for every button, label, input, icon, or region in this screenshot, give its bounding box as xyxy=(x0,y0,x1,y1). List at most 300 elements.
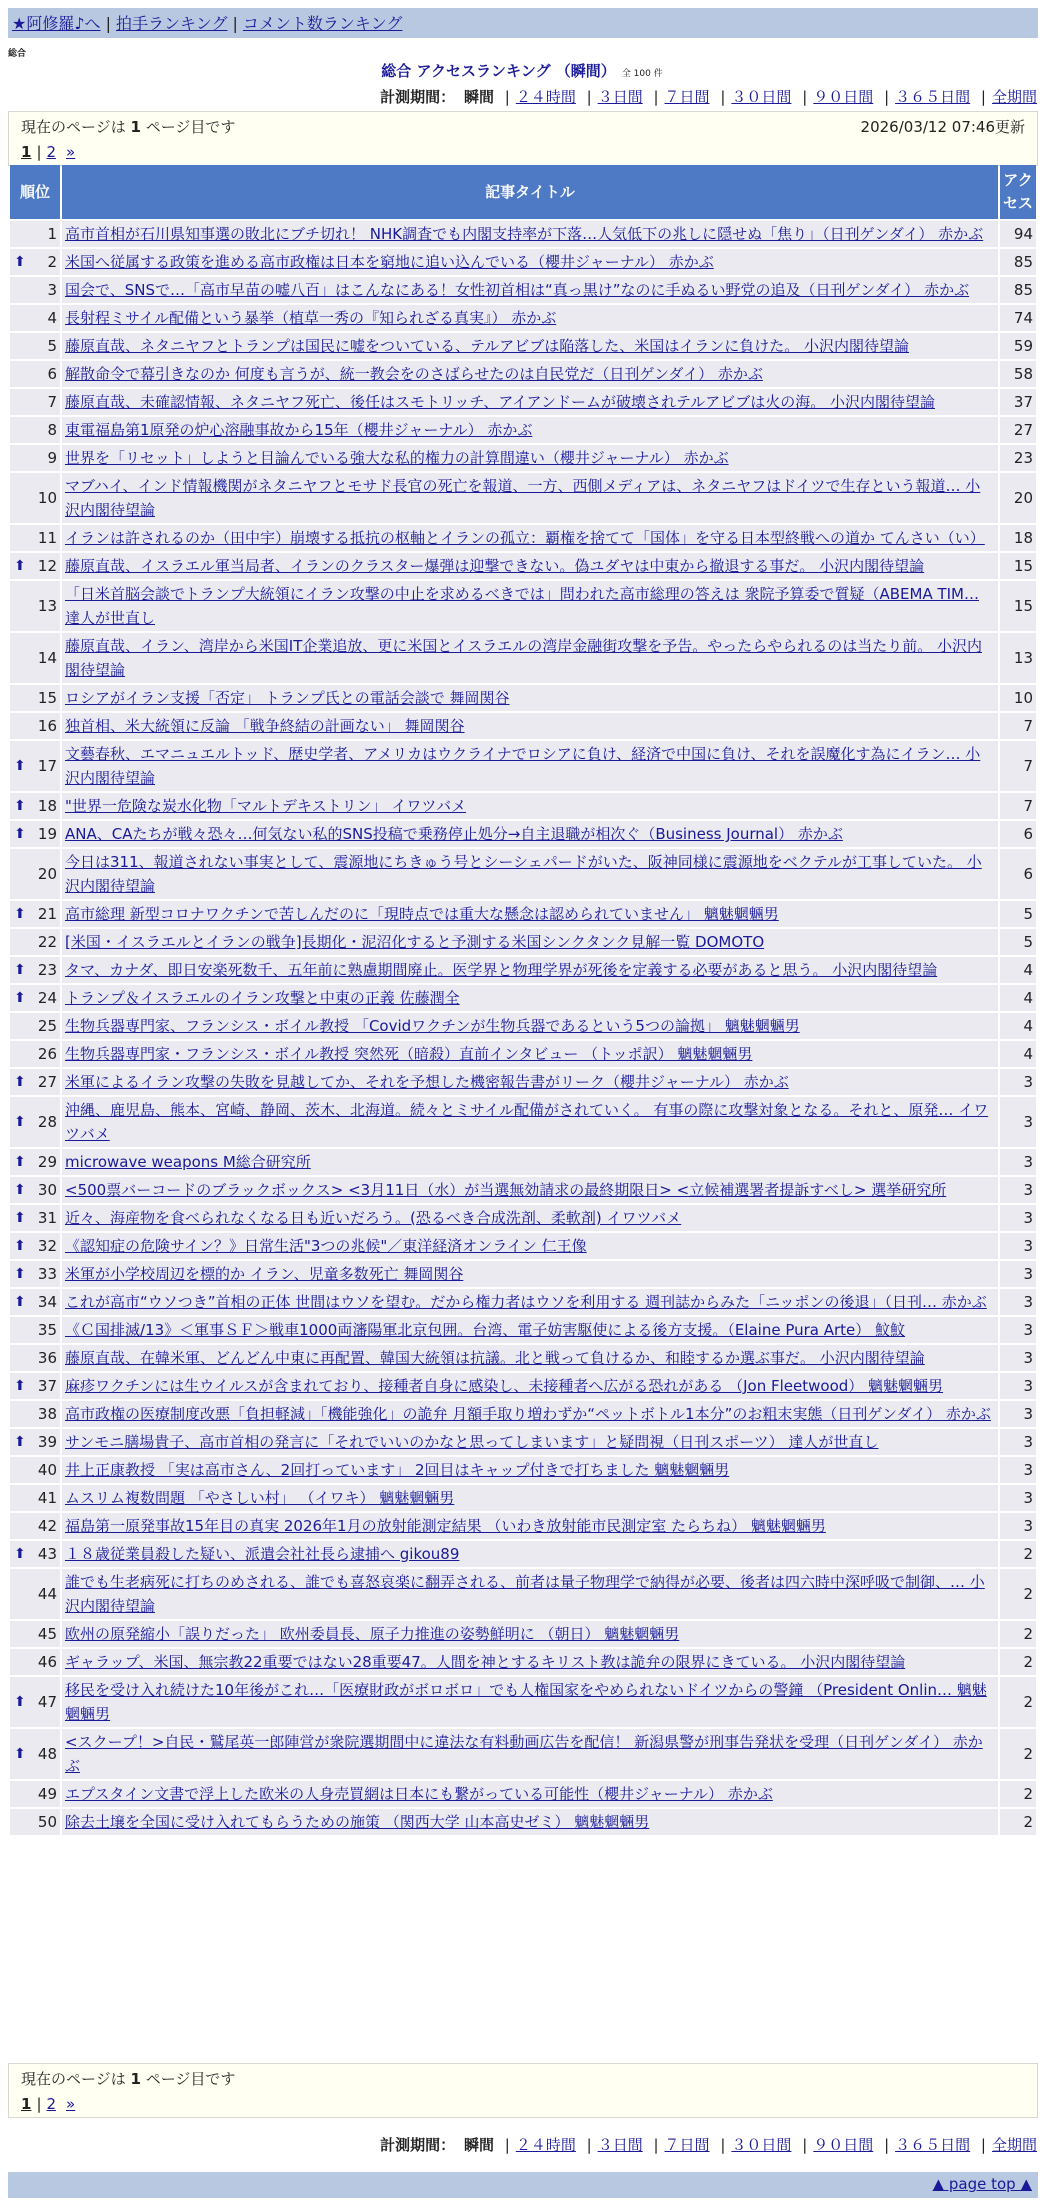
period-link-7d[interactable]: ７日間 xyxy=(664,2136,710,2154)
up-arrow-icon: ⬆ xyxy=(14,1694,26,1710)
article-link[interactable]: 近々、海産物を食べられなくなる日も近いだろう。(恐るべき合成洗剤、柔軟剤) イワツバメ xyxy=(65,1209,682,1227)
article-link[interactable]: 藤原直哉、イラン、湾岸から米国IT企業追放、更に米国とイスラエルの湾岸金融街攻撃を予告。やったらやられるのは当たり前。 小沢内閣待望論 xyxy=(65,637,983,679)
rank-number: 4 xyxy=(47,309,57,327)
rank-cell xyxy=(10,1401,60,1427)
rank-number: 25 xyxy=(37,1017,57,1035)
title-cell xyxy=(62,741,998,791)
table-row xyxy=(10,1205,1036,1231)
article-link[interactable]: 藤原直哉、未確認情報、ネタニヤフ死亡、後任はスモトリッチ、アイアンドームが破壊されテルアビブは火の海。 小沢内閣待望論 xyxy=(65,393,935,411)
rank-number: 47 xyxy=(37,1693,57,1711)
article-link[interactable]: 米軍によるイラン攻撃の失敗を見越してか、それを予想した機密報告書がリーク（櫻井ジャーナル） 赤かぶ xyxy=(65,1073,789,1091)
comment-ranking-link[interactable]: コメント数ランキング xyxy=(242,14,403,33)
period-link-3d[interactable]: ３日間 xyxy=(597,88,643,106)
rank-cell xyxy=(10,221,60,247)
period-link-24h[interactable]: ２４時間 xyxy=(515,88,576,106)
rank-number: 33 xyxy=(37,1265,57,1283)
rank-number: 50 xyxy=(37,1813,57,1831)
period-nav-top: 計測期間： 瞬間 | ２４時間 | ３日間 | ７日間 | ３０日間 | ９０日間 | ３６５日間 | 全期間 xyxy=(380,88,1037,106)
table-row xyxy=(10,581,1036,631)
total-count: 全 100 件 xyxy=(621,69,663,79)
col-title-header: 記事タイトル xyxy=(62,165,998,219)
period-link-90d[interactable]: ９０日間 xyxy=(813,2136,874,2154)
title-cell xyxy=(62,249,998,275)
table-row xyxy=(10,793,1036,819)
access-count: 18 xyxy=(1000,525,1036,551)
article-link[interactable]: ギャラップ、米国、無宗教22重要ではない28重要47。人間を神とするキリスト教は詭弁の限界にきている。 小沢内閣待望論 xyxy=(65,1653,906,1671)
article-link[interactable]: エプスタイン文書で浮上した欧米の人身売買網は日本にも繋がっている可能性（櫻井ジャーナル） 赤かぶ xyxy=(65,1785,773,1803)
rank-cell xyxy=(10,1149,60,1175)
rank-cell xyxy=(10,249,60,275)
title-cell xyxy=(62,633,998,683)
title-cell xyxy=(62,1485,998,1511)
article-link[interactable]: "世界一危険な炭水化物「マルトデキストリン」 イワツバメ xyxy=(65,797,467,815)
rank-number: 28 xyxy=(37,1113,57,1131)
page-status: 現在のページは 1 ページ目です xyxy=(21,118,236,136)
article-link[interactable]: 高市総理 新型コロナワクチンで苦しんだのに「現時点では重大な懸念は認められていません」 魑魅魍魎男 xyxy=(65,905,779,923)
rank-cell xyxy=(10,1069,60,1095)
period-current: 瞬間 xyxy=(463,88,494,106)
rank-cell xyxy=(10,1317,60,1343)
article-link[interactable]: 沖縄、鹿児島、熊本、宮崎、静岡、茨木、北海道。続々とミサイル配備がされていく。 有事の際に攻撃対象となる。それと、原発… イワツバメ xyxy=(65,1101,989,1143)
rank-number: 15 xyxy=(37,689,57,707)
title-cell xyxy=(62,417,998,443)
rank-cell xyxy=(10,1621,60,1647)
title-cell xyxy=(62,1289,998,1315)
table-row xyxy=(10,1401,1036,1427)
article-link[interactable]: 誰でも生老病死に打ちのめされる、誰でも喜怒哀楽に翻弄される、前者は量子物理学で納得が必要、後者は四六時中深呼吸で制御、… 小沢内閣待望論 xyxy=(65,1573,985,1615)
article-link[interactable]: トランプ＆イスラエルのイラン攻撃と中東の正義 佐藤潤全 xyxy=(65,989,460,1007)
access-count: 2 xyxy=(1000,1621,1036,1647)
up-arrow-icon: ⬆ xyxy=(14,1434,26,1450)
rank-number: 36 xyxy=(37,1349,57,1367)
title-cell xyxy=(62,1177,998,1203)
rank-cell xyxy=(10,1289,60,1315)
up-arrow-icon: ⬆ xyxy=(14,558,26,574)
access-count: 2 xyxy=(1000,1781,1036,1807)
rank-cell xyxy=(10,1569,60,1619)
access-count: 7 xyxy=(1000,793,1036,819)
nav-separator: | xyxy=(232,14,238,33)
footer-bar xyxy=(8,2172,1038,2198)
page-2-link[interactable]: 2 xyxy=(46,2095,57,2113)
access-count: 2 xyxy=(1000,1809,1036,1835)
table-row xyxy=(10,1781,1036,1807)
period-link-365d[interactable]: ３６５日間 xyxy=(895,2136,971,2154)
rank-cell xyxy=(10,1233,60,1259)
ranking-table xyxy=(8,163,1038,1837)
table-row xyxy=(10,1513,1036,1539)
article-link[interactable]: <500票バーコードのブラックボックス> <3月11日（水）が当選無効請求の最終期限日> <立候補選署者提訴すべし> 選挙研究所 xyxy=(65,1181,947,1199)
access-count: 4 xyxy=(1000,957,1036,983)
rank-cell xyxy=(10,1205,60,1231)
page-2-link[interactable]: 2 xyxy=(46,143,57,161)
home-link[interactable]: ★阿修羅♪へ xyxy=(12,14,101,33)
access-count: 3 xyxy=(1000,1149,1036,1175)
article-link[interactable]: ロシアがイラン支援「否定」 トランプ氏との電話会談で 舞岡関谷 xyxy=(65,689,510,707)
access-count: 7 xyxy=(1000,741,1036,791)
title-cell xyxy=(62,985,998,1011)
access-count: 3 xyxy=(1000,1345,1036,1371)
article-link[interactable]: サンモニ膳場貴子、高市首相の発言に「それでいいのかなと思ってしまいます」と疑問視（日刊スポーツ） 達人が世直し xyxy=(65,1433,879,1451)
article-link[interactable]: 欧州の原発縮小「誤りだった」 欧州委員長、原子力推進の姿勢鮮明に （朝日） 魑魅魍魎男 xyxy=(65,1625,680,1643)
table-row xyxy=(10,1809,1036,1835)
article-link[interactable]: <スクープ！>自民・鷲尾英一郎陣営が衆院選期間中に違法な有料動画広告を配信！ 新潟県警が刑事告発状を受理（日刊ゲンダイ） 赤かぶ xyxy=(65,1733,983,1775)
table-row xyxy=(10,1541,1036,1567)
article-link[interactable]: 米軍が小学校周辺を標的か イラン、児童多数死亡 舞岡関谷 xyxy=(65,1265,464,1283)
table-row xyxy=(10,1069,1036,1095)
up-arrow-icon: ⬆ xyxy=(14,798,26,814)
title-cell xyxy=(62,821,998,847)
up-arrow-icon: ⬆ xyxy=(14,1746,26,1762)
rank-number: 27 xyxy=(37,1073,57,1091)
pager-bottom: 現在のページは 1 ページ目です 1 | 2 » xyxy=(8,2063,1038,2118)
article-link[interactable]: 長射程ミサイル配備という暴挙（植草一秀の『知られざる真実』） 赤かぶ xyxy=(65,309,557,327)
rank-cell xyxy=(10,417,60,443)
title-cell xyxy=(62,1069,998,1095)
title-cell xyxy=(62,1345,998,1371)
title-cell xyxy=(62,713,998,739)
table-row xyxy=(10,1289,1036,1315)
rank-number: 20 xyxy=(37,865,57,883)
period-label: 計測期間： xyxy=(380,2136,456,2154)
rank-cell xyxy=(10,741,60,791)
up-arrow-icon: ⬆ xyxy=(14,758,26,774)
article-link[interactable]: 今日は311、報道されない事実として、震源地にちきゅう号とシーシェパードがいた、阪神同様に震源地をベクテルが工事していた。 小沢内閣待望論 xyxy=(65,853,982,895)
up-arrow-icon: ⬆ xyxy=(14,1210,26,1226)
rank-cell xyxy=(10,305,60,331)
title-cell xyxy=(62,221,998,247)
title-cell xyxy=(62,793,998,819)
category-label: 総合 xyxy=(8,49,27,59)
access-count: 3 xyxy=(1000,1097,1036,1147)
article-link[interactable]: 生物兵器専門家・フランシス・ボイル教授 突然死（暗殺）直前インタビュー （トッポ訳） 魑魅魍魎男 xyxy=(65,1045,753,1063)
access-count: 4 xyxy=(1000,985,1036,1011)
up-arrow-icon: ⬆ xyxy=(14,1546,26,1562)
access-count: 3 xyxy=(1000,1205,1036,1231)
table-row xyxy=(10,445,1036,471)
title-cell xyxy=(62,849,998,899)
article-link[interactable]: 藤原直哉、在韓米軍、どんどん中東に再配置、韓国大統領は抗議。北と戦って負けるか、和睦するか選ぶ事だ。 小沢内閣待望論 xyxy=(65,1349,925,1367)
table-row xyxy=(10,901,1036,927)
up-arrow-icon: ⬆ xyxy=(14,906,26,922)
rank-number: 31 xyxy=(37,1209,57,1227)
article-link[interactable]: 藤原直哉、ネタニヤフとトランプは国民に嘘をついている、テルアビブは陥落した、米国はイランに負けた。 小沢内閣待望論 xyxy=(65,337,910,355)
article-link[interactable]: 解散命令で幕引きなのか 何度も言うが、統一教会をのさばらせたのは自民党だ（日刊ゲンダイ） 赤かぶ xyxy=(65,365,763,383)
article-link[interactable]: 高市首相が石川県知事選の敗北にブチ切れ！ NHK調査でも内閣支持率が下落…人気低下の兆しに隠せぬ「焦り」（日刊ゲンダイ） 赤かぶ xyxy=(65,225,984,243)
article-link[interactable]: 世界を「リセット」しようと目論んでいる強大な私的権力の計算間違い（櫻井ジャーナル） 赤かぶ xyxy=(65,449,729,467)
rank-cell xyxy=(10,1013,60,1039)
rank-cell xyxy=(10,445,60,471)
table-row xyxy=(10,1621,1036,1647)
title-cell xyxy=(62,1429,998,1455)
period-link-30d[interactable]: ３０日間 xyxy=(731,88,792,106)
rank-cell xyxy=(10,1541,60,1567)
access-count: 2 xyxy=(1000,1569,1036,1619)
nav-separator: | xyxy=(105,14,111,33)
access-count: 27 xyxy=(1000,417,1036,443)
access-count: 2 xyxy=(1000,1541,1036,1567)
up-arrow-icon: ⬆ xyxy=(14,1074,26,1090)
article-link[interactable]: これが高市“ウソつき”首相の正体 世間はウソを望む。だから権力者はウソを利用する 週刊誌からみた「ニッポンの後退」（日刊… 赤かぶ xyxy=(65,1293,987,1311)
table-row xyxy=(10,305,1036,331)
period-link-all[interactable]: 全期間 xyxy=(991,88,1037,106)
col-access-header: アクセス xyxy=(1000,165,1036,219)
table-row xyxy=(10,929,1036,955)
table-row xyxy=(10,417,1036,443)
article-link[interactable]: 米国へ従属する政策を進める高市政権は日本を窮地に追い込んでいる（櫻井ジャーナル） 赤かぶ xyxy=(65,253,714,271)
rank-number: 10 xyxy=(37,489,57,507)
rank-number: 12 xyxy=(37,557,57,575)
period-link-30d[interactable]: ３０日間 xyxy=(731,2136,792,2154)
rank-cell xyxy=(10,1373,60,1399)
rank-number: 16 xyxy=(37,717,57,735)
access-count: 3 xyxy=(1000,1261,1036,1287)
access-count: 10 xyxy=(1000,685,1036,711)
rank-number: 37 xyxy=(37,1377,57,1395)
period-link-3d[interactable]: ３日間 xyxy=(597,2136,643,2154)
rank-number: 29 xyxy=(37,1153,57,1171)
access-count: 3 xyxy=(1000,1513,1036,1539)
title-cell xyxy=(62,957,998,983)
up-arrow-icon: ⬆ xyxy=(14,1378,26,1394)
title-cell xyxy=(62,473,998,523)
title-cell xyxy=(62,1373,998,1399)
rank-number: 49 xyxy=(37,1785,57,1803)
up-arrow-icon: ⬆ xyxy=(14,1114,26,1130)
table-row xyxy=(10,553,1036,579)
title-cell xyxy=(62,1097,998,1147)
rank-cell xyxy=(10,1261,60,1287)
article-link[interactable]: 《Ｃ国排滅/13》＜軍事ＳＦ＞戦車1000両瀋陽軍北京包囲。台湾、電子妨害駆使による後方支援。（Elaine Pura Arte） 魰魰 xyxy=(65,1321,906,1339)
next-page-link[interactable]: » xyxy=(66,143,76,161)
table-row xyxy=(10,741,1036,791)
rank-cell xyxy=(10,1513,60,1539)
access-count: 3 xyxy=(1000,1317,1036,1343)
table-row xyxy=(10,1013,1036,1039)
title-cell xyxy=(62,333,998,359)
table-row xyxy=(10,985,1036,1011)
rank-number: 45 xyxy=(37,1625,57,1643)
next-page-link[interactable]: » xyxy=(66,2095,76,2113)
access-count: 3 xyxy=(1000,1485,1036,1511)
article-link[interactable]: 「日米首脳会談でトランプ大統領にイラン攻撃の中止を求めるべきでは」問われた高市総理の答えは 衆院予算委で質疑（ABEMA TIM… 達人が世直し xyxy=(65,585,980,627)
page-top-link[interactable]: ▲ page top ▲ xyxy=(932,2175,1032,2193)
title-cell xyxy=(62,929,998,955)
period-link-90d[interactable]: ９０日間 xyxy=(813,88,874,106)
page-status: 現在のページは 1 ページ目です xyxy=(21,2070,236,2088)
access-count: 6 xyxy=(1000,821,1036,847)
article-link[interactable]: 国会で、SNSで…「高市早苗の嘘八百」はこんなにある！女性初首相は“真っ黒け”なのに手ぬるい野党の追及（日刊ゲンダイ） 赤かぶ xyxy=(65,281,970,299)
top-nav-bar xyxy=(8,8,1038,38)
access-count: 37 xyxy=(1000,389,1036,415)
access-count: 3 xyxy=(1000,1401,1036,1427)
title-cell xyxy=(62,1541,998,1567)
access-count: 74 xyxy=(1000,305,1036,331)
table-row xyxy=(10,221,1036,247)
table-row xyxy=(10,1649,1036,1675)
access-count: 5 xyxy=(1000,901,1036,927)
access-count: 13 xyxy=(1000,633,1036,683)
article-link[interactable]: ANA、CAたちが戦々恐々…何気ない私的SNS投稿で乗務停止処分→自主退職が相次ぐ（Business Journal） 赤かぶ xyxy=(65,825,843,843)
article-link[interactable]: 高市政権の医療制度改悪「負担軽減」「機能強化」の詭弁 月額手取り増わずか“ペットボトル1本分”のお粗末実態（日刊ゲンダイ） 赤かぶ xyxy=(65,1405,991,1423)
access-count: 7 xyxy=(1000,713,1036,739)
title-cell xyxy=(62,685,998,711)
col-rank-header: 順位 xyxy=(10,165,60,219)
period-label: 計測期間： xyxy=(380,88,456,106)
title-cell xyxy=(62,1569,998,1619)
access-count: 3 xyxy=(1000,1429,1036,1455)
title-cell xyxy=(62,901,998,927)
rank-number: 34 xyxy=(37,1293,57,1311)
title-cell xyxy=(62,445,998,471)
table-row xyxy=(10,1097,1036,1147)
title-cell xyxy=(62,581,998,631)
period-link-24h[interactable]: ２４時間 xyxy=(515,2136,576,2154)
article-link[interactable]: 移民を受け入れ続けた10年後がこれ…「医療財政がボロボロ」でも人権国家をやめられないドイツからの警鐘 （President Onlin… 魑魅魍魎男 xyxy=(65,1681,987,1723)
updated-time: 2026/03/12 07:46更新 xyxy=(860,118,1025,136)
table-row xyxy=(10,1569,1036,1619)
title-cell xyxy=(62,1677,998,1727)
title-cell xyxy=(62,1513,998,1539)
rank-number: 40 xyxy=(37,1461,57,1479)
table-row xyxy=(10,249,1036,275)
access-count: 85 xyxy=(1000,277,1036,303)
table-row xyxy=(10,1177,1036,1203)
table-row xyxy=(10,821,1036,847)
rank-cell xyxy=(10,525,60,551)
access-count: 2 xyxy=(1000,1649,1036,1675)
title-cell xyxy=(62,1621,998,1647)
access-count: 85 xyxy=(1000,249,1036,275)
rank-cell xyxy=(10,1485,60,1511)
table-row xyxy=(10,1373,1036,1399)
article-link[interactable]: 生物兵器専門家、フランシス・ボイル教授 「Covidワクチンが生物兵器であるという5つの論拠」 魑魅魍魎男 xyxy=(65,1017,800,1035)
article-link[interactable]: 《認知症の危険サイン？》日常生活"3つの兆候"／東洋経済オンライン 仁王像 xyxy=(65,1237,587,1255)
rank-cell xyxy=(10,685,60,711)
article-link[interactable]: ムスリム複数問題 「やさしい村」 （イワキ） 魑魅魍魎男 xyxy=(65,1489,455,1507)
rank-number: 8 xyxy=(47,421,57,439)
title-cell xyxy=(62,1013,998,1039)
table-row xyxy=(10,633,1036,683)
title-cell xyxy=(62,361,998,387)
article-link[interactable]: microwave weapons M総合研究所 xyxy=(65,1153,311,1171)
rank-number: 38 xyxy=(37,1405,57,1423)
up-arrow-icon: ⬆ xyxy=(14,1238,26,1254)
article-link[interactable]: 井上正康教授 「実は高市さん、2回打っています」 2回目はキャップ付きで打ちました 魑魅魍魎男 xyxy=(65,1461,730,1479)
title-cell xyxy=(62,1041,998,1067)
rank-cell xyxy=(10,581,60,631)
rank-cell xyxy=(10,713,60,739)
title-cell xyxy=(62,389,998,415)
access-count: 3 xyxy=(1000,1177,1036,1203)
title-cell xyxy=(62,1261,998,1287)
rank-cell xyxy=(10,633,60,683)
rank-cell xyxy=(10,793,60,819)
rank-number: 9 xyxy=(47,449,57,467)
article-link[interactable]: マブハイ、インド情報機関がネタニヤフとモサド長官の死亡を報道、一方、西側メディアは、ネタニヤフはドイツで生存という報道… 小沢内閣待望論 xyxy=(65,477,981,519)
period-link-7d[interactable]: ７日間 xyxy=(664,88,710,106)
article-link[interactable]: 福島第一原発事故15年目の真実 2026年1月の放射能測定結果 （いわき放射能市民測定室 たらちね） 魑魅魍魎男 xyxy=(65,1517,826,1535)
access-count: 3 xyxy=(1000,1373,1036,1399)
table-row xyxy=(10,957,1036,983)
applause-ranking-link[interactable]: 拍手ランキング xyxy=(115,14,228,33)
table-row xyxy=(10,525,1036,551)
title-cell xyxy=(62,305,998,331)
article-link[interactable]: 独首相、米大統領に反論 「戦争終結の計画ない」 舞岡関谷 xyxy=(65,717,465,735)
table-row xyxy=(10,1317,1036,1343)
table-row xyxy=(10,1729,1036,1779)
up-arrow-icon: ⬆ xyxy=(14,1182,26,1198)
article-link[interactable]: 麻疹ワクチンには生ウイルスが含まれており、接種者自身に感染し、未接種者へ広がる恐れがある （Jon Fleetwood） 魑魅魍魎男 xyxy=(65,1377,944,1395)
table-row xyxy=(10,1457,1036,1483)
article-link[interactable]: 藤原直哉、イスラエル軍当局者、イランのクラスター爆弾は迎撃できない。偽ユダヤは中東から撤退する事だ。 小沢内閣待望論 xyxy=(65,557,925,575)
rank-cell xyxy=(10,1677,60,1727)
rank-number: 35 xyxy=(37,1321,57,1339)
title-cell xyxy=(62,1649,998,1675)
article-link[interactable]: 文藝春秋、エマニュエルトッド、歴史学者、アメリカはウクライナでロシアに負け、経済で中国に負け、それを誤魔化す為にイラン… 小沢内閣待望論 xyxy=(65,745,981,787)
up-arrow-icon: ⬆ xyxy=(14,1154,26,1170)
rank-number: 19 xyxy=(37,825,57,843)
article-link[interactable]: 除去土壌を全国に受け入れてもらうための施策 （関西大学 山本高史ゼミ） 魑魅魍魎男 xyxy=(65,1813,650,1831)
title-cell xyxy=(62,1781,998,1807)
access-count: 3 xyxy=(1000,1233,1036,1259)
pager-top: 現在のページは 1 ページ目です 2026/03/12 07:46更新 1 | 2 » xyxy=(8,111,1038,166)
access-count: 2 xyxy=(1000,1729,1036,1779)
rank-number: 30 xyxy=(37,1181,57,1199)
article-link[interactable]: 東電福島第1原発の炉心溶融事故から15年（櫻井ジャーナル） 赤かぶ xyxy=(65,421,533,439)
table-row xyxy=(10,1429,1036,1455)
rank-number: 42 xyxy=(37,1517,57,1535)
period-link-all[interactable]: 全期間 xyxy=(991,2136,1037,2154)
rank-number: 17 xyxy=(37,757,57,775)
access-count: 3 xyxy=(1000,1289,1036,1315)
rank-number: 48 xyxy=(37,1745,57,1763)
rank-number: 2 xyxy=(47,253,57,271)
rank-number: 6 xyxy=(47,365,57,383)
access-count: 4 xyxy=(1000,1013,1036,1039)
rank-cell xyxy=(10,361,60,387)
table-row xyxy=(10,1233,1036,1259)
article-link[interactable]: イランは許されるのか（田中宇）崩壊する抵抗の枢軸とイランの孤立：覇権を捨てて「国体」を守る日本型終戦への道か てんさい（い） xyxy=(65,529,985,547)
table-row xyxy=(10,473,1036,523)
up-arrow-icon: ⬆ xyxy=(14,1294,26,1310)
article-link[interactable]: タマ、カナダ、即日安楽死数千、五年前に熟慮期間廃止。医学界と物理学界が死後を定義する必要があると思う。 小沢内閣待望論 xyxy=(65,961,938,979)
title-cell xyxy=(62,1729,998,1779)
period-link-365d[interactable]: ３６５日間 xyxy=(895,88,971,106)
rank-number: 44 xyxy=(37,1585,57,1603)
title-cell xyxy=(62,1457,998,1483)
rank-cell xyxy=(10,821,60,847)
rank-cell xyxy=(10,985,60,1011)
rank-number: 32 xyxy=(37,1237,57,1255)
article-link[interactable]: １８歳従業員殺した疑い、派遣会社社長ら逮捕へ gikou89 xyxy=(65,1545,460,1563)
table-row xyxy=(10,1149,1036,1175)
table-row xyxy=(10,1485,1036,1511)
rank-cell xyxy=(10,1177,60,1203)
table-row xyxy=(10,333,1036,359)
rank-cell xyxy=(10,1345,60,1371)
rank-number: 46 xyxy=(37,1653,57,1671)
rank-cell xyxy=(10,1729,60,1779)
period-nav-bottom: 計測期間： 瞬間 | ２４時間 | ３日間 | ７日間 | ３０日間 | ９０日間 | ３６５日間 | 全期間 xyxy=(380,2136,1037,2154)
rank-cell xyxy=(10,849,60,899)
rank-number: 3 xyxy=(47,281,57,299)
rank-number: 13 xyxy=(37,597,57,615)
rank-number: 14 xyxy=(37,649,57,667)
rank-cell xyxy=(10,901,60,927)
article-link[interactable]: [米国・イスラエルとイランの戦争]長期化・泥沼化すると予測する米国シンクタンク見解一覧 DOMOTO xyxy=(65,933,765,951)
title-cell xyxy=(62,1233,998,1259)
